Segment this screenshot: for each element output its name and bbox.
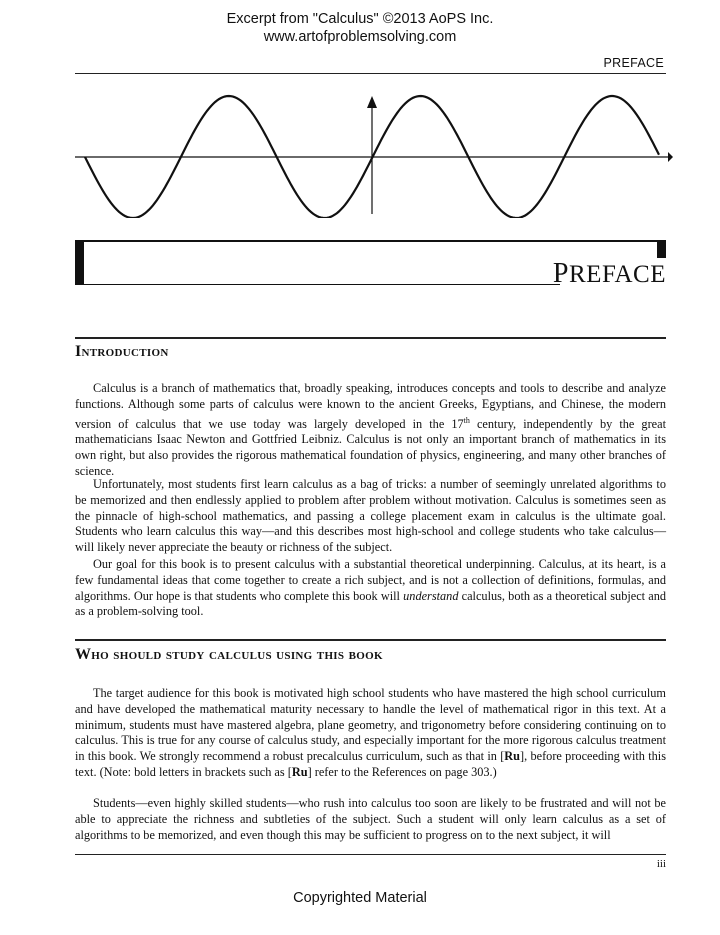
axis-arrowhead-up — [367, 96, 377, 108]
chapter-title-initial: P — [552, 258, 569, 289]
excerpt-line-2: www.artofproblemsolving.com — [263, 29, 457, 45]
intro-paragraph-2: Unfortunately, most students first learn calculus as a bag of tricks: a number of seemingly unrelated algorithms to be memorized and then endlessly applied to problem after problem without motivation. Calculus is sometimes seen as the pinnacle of high-school mathematics, and passing a college placement exam in calculus is the ultimate goal. Students who learn calculus this way—and this describes most high-school and college students who take calculus—will likely never appreciate the beauty or richness of the subject. — [75, 477, 666, 555]
section-rule-who-should-study — [75, 639, 666, 641]
section-title-introduction: Introduction — [75, 343, 169, 360]
header-rule — [75, 73, 666, 74]
excerpt-notice — [0, 10, 720, 46]
section-title-who-should-study: Who should study calculus using this book — [75, 646, 383, 663]
chapter-banner-top-rule — [75, 240, 666, 242]
section-rule-introduction — [75, 337, 666, 339]
chapter-banner-bottom-rule — [75, 284, 560, 285]
excerpt-line-1: Excerpt from "Calculus" ©2013 AoPS Inc. — [226, 11, 494, 27]
chapter-banner-right-bar — [657, 240, 666, 258]
chapter-title — [553, 258, 666, 290]
sine-wave-illustration — [70, 88, 673, 218]
axis-arrowhead-right — [668, 152, 673, 162]
chapter-banner-left-bar — [75, 240, 84, 285]
running-head: PREFACE — [603, 56, 664, 70]
who-paragraph-1: The target audience for this book is motivated high school students who have mastered the high school curriculum and have developed the mathematical maturity necessary to handle the level of mathematical rigor in this text. At a minimum, students must have mastered algebra, plane geometry, and trigonometry before considering continuing on to calculus. This is true for any course of calculus study, and especially important for the more rigorous calculus treatment in this book. We strongly recommend a robust precalculus curriculum, such as that in [Ru], before proceeding with this text. (Note: bold letters in brackets such as [Ru] refer to the References on page 303.) — [75, 686, 666, 779]
footer-rule — [75, 854, 666, 855]
page-number: iii — [656, 858, 666, 870]
who-paragraph-2: Students—even highly skilled students—who rush into calculus too soon are likely to be frustrated and will not be able to appreciate the richness and subtleties of the subject. Such a student will only learn calculus as a set of algorithms to be memorized, and even though this may be sufficient to progress on to the next subject, it will — [75, 796, 666, 842]
intro-paragraph-1: Calculus is a branch of mathematics that, broadly speaking, introduces concepts and tools to describe and analyze functions. Although some parts of calculus were known to the ancient Greeks, Egyptians, and Chinese, the modern version of calculus that we use today was largely developed in the 17th century, independently by the great mathematicians Isaac Newton and Gottfried Leibniz. Calculus is not only an important branch of mathematics in its own right, but also provides the rigorous mathematical foundation of physics, engineering, and many other branches of science. — [75, 381, 666, 479]
chapter-title-rest: REFACE — [569, 261, 666, 288]
copyright-notice: Copyrighted Material — [293, 890, 427, 906]
intro-paragraph-3: Our goal for this book is to present calculus with a substantial theoretical underpinning. Calculus, at its heart, is a few fundamental ideas that come together to create a rich subject, and is not a collection of definitions, formulas, and algorithms. Our hope is that students who complete this book will understand calculus, both as a theoretical subject and as a problem-solving tool. — [75, 557, 667, 619]
